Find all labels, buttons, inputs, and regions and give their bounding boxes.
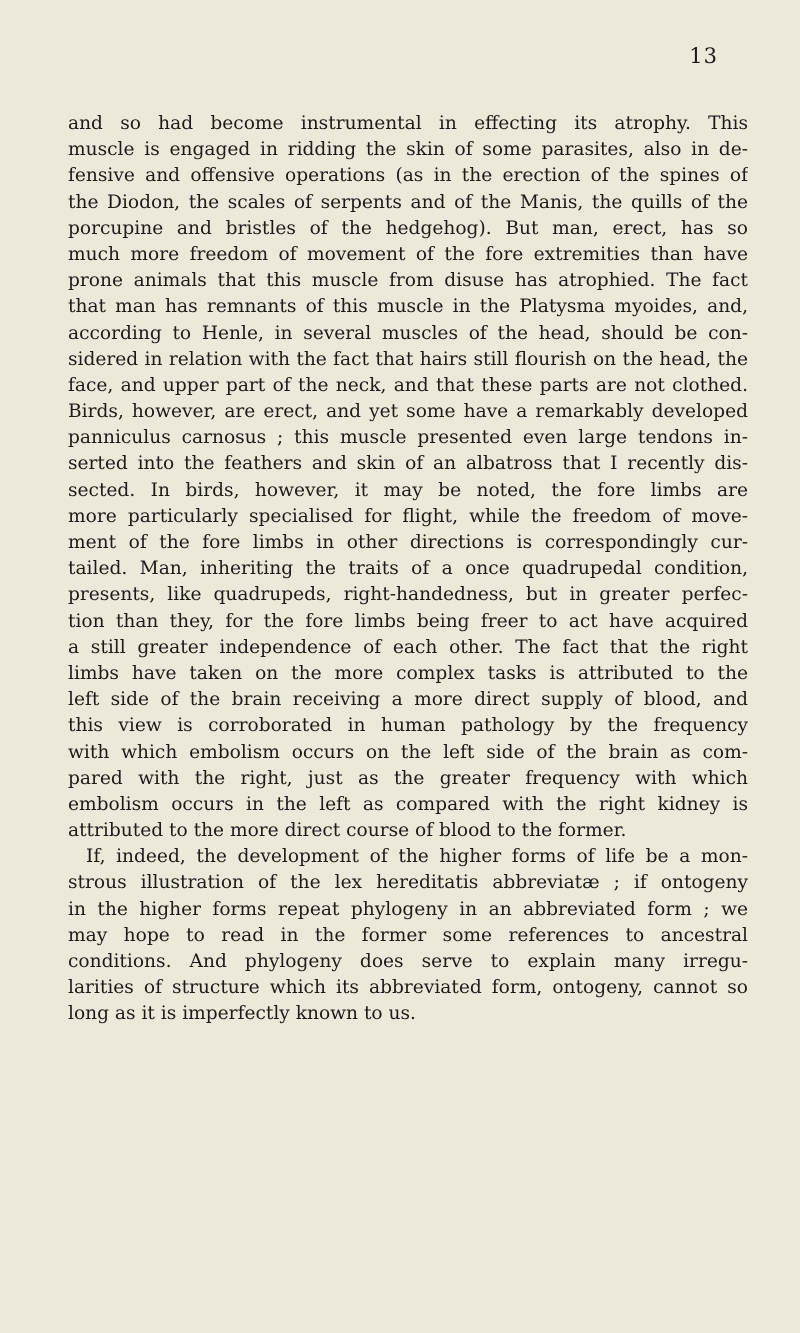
text-line: pared with the right, just as the greater frequency with which (68, 767, 748, 789)
text-line: according to Henle, in several muscles of the head, should be con- (68, 322, 748, 344)
text-line: If, indeed, the development of the higher forms of life be a mon- (86, 846, 748, 868)
text-line: face, and upper part of the neck, and that these parts are not clothed. (68, 374, 748, 396)
text-line: and so had become instrumental in effecting its atrophy. This (68, 113, 748, 134)
text-line: this view is corroborated in human pathology by the frequency (68, 715, 748, 737)
text-line: larities of structure which its abbreviated form, ontogeny, cannot so (68, 977, 748, 999)
text-line: the Diodon, the scales of serpents and of the Manis, the quills of the (68, 191, 748, 213)
text-line: tailed. Man, inheriting the traits of a once quadrupedal condition, (68, 558, 748, 580)
text-line: may hope to read in the former some references to ancestral (68, 924, 748, 946)
text-line: ment of the fore limbs in other directions is correspondingly cur- (68, 532, 748, 553)
text-line: in the higher forms repeat phylogeny in an abbreviated form ; we (68, 898, 748, 920)
text-line: strous illustration of the lex hereditatis abbreviatæ ; if ontogeny (68, 872, 748, 894)
text-line: a still greater independence of each other. The fact that the right (68, 636, 748, 658)
text-line: serted into the feathers and skin of an albatross that I recently dis- (68, 453, 748, 475)
text-line: fensive and offensive operations (as in the erection of the spines of (68, 165, 748, 187)
text-line: Birds, however, are erect, and yet some have a remarkably developed (68, 401, 748, 423)
text-line: with which embolism occurs on the left side of the brain as com- (68, 741, 748, 763)
text-line: left side of the brain receiving a more direct supply of blood, and (68, 689, 748, 711)
text-line: sected. In birds, however, it may be noted, the fore limbs are (68, 479, 748, 501)
text-line: presents, like quadrupeds, right-handedness, but in greater perfec- (68, 584, 748, 606)
text-line: limbs have taken on the more complex tasks is attributed to the (68, 662, 748, 684)
text-line: sidered in relation with the fact that hairs still flourish on the head, the (68, 348, 748, 370)
text-line: muscle is engaged in ridding the skin of some parasites, also in de- (68, 139, 748, 161)
body-text (68, 111, 748, 1028)
text-line: embolism occurs in the left as compared with the right kidney is (68, 793, 748, 815)
text-line: long as it is imperfectly known to us. (68, 1003, 416, 1025)
text-line: that man has remnants of this muscle in the Platysma myoides, and, (68, 296, 748, 318)
text-line: conditions. And phylogeny does serve to explain many irregu- (68, 951, 748, 972)
text-line: attributed to the more direct course of blood to the former. (68, 820, 627, 842)
text-line: tion than they, for the fore limbs being freer to act have acquired (68, 610, 748, 632)
page-number: 13 (689, 44, 718, 68)
text-line: prone animals that this muscle from disuse has atrophied. The fact (68, 270, 748, 292)
text-line: more particularly specialised for flight, while the freedom of move- (68, 505, 748, 527)
text-line: much more freedom of movement of the fore extremities than have (68, 243, 748, 265)
text-line: panniculus carnosus ; this muscle presented even large tendons in- (68, 427, 748, 449)
text-line: porcupine and bristles of the hedgehog). But man, erect, has so (68, 217, 748, 239)
